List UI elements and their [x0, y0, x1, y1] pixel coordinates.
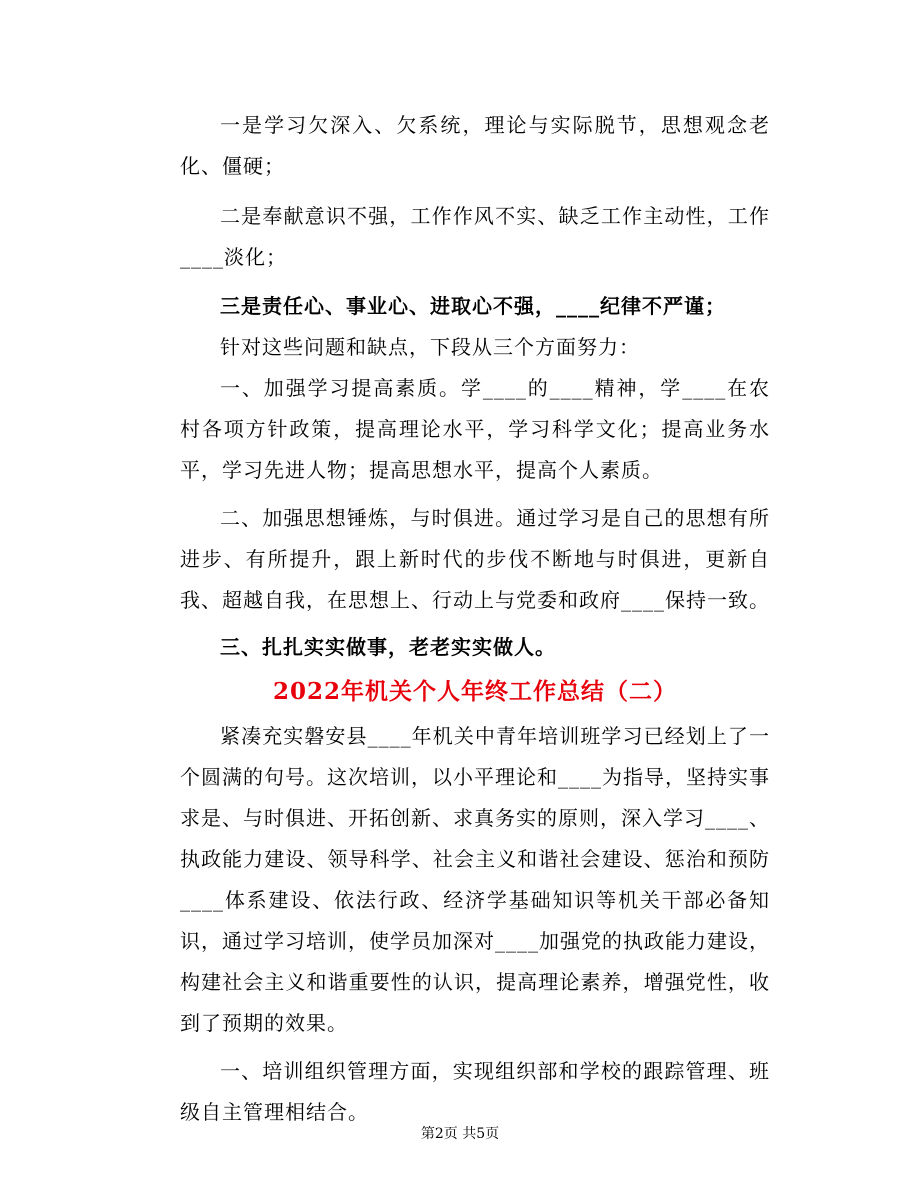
paragraph-effort-2: 二、加强思想锤炼，与时俱进。通过学习是自己的思想有所进步、有所提升，跟上新时代的步伐不断地与时俱进，更新自我、超越自我，在思想上、行动上与党委和政府____保持一致。 — [180, 506, 770, 612]
paragraph-training-management: 一、培训组织管理方面，实现组织部和学校的跟踪管理、班级自主管理相结合。 — [180, 1059, 770, 1124]
document-body — [180, 105, 770, 1133]
paragraph-intro-efforts: 针对这些问题和缺点，下段从三个方面努力： — [220, 335, 640, 359]
section-title: 2022年机关个人年终工作总结（二） — [272, 678, 677, 705]
page-footer: 第2页 共5页 — [420, 1126, 500, 1142]
paragraph-effort-3: 三、扎扎实实做事，老老实实做人。 — [220, 635, 556, 659]
paragraph-problem-2: 二是奉献意识不强，工作作风不实、缺乏工作主动性，工作____淡化； — [180, 204, 770, 269]
paragraph-problem-1: 一是学习欠深入、欠系统，理论与实际脱节，思想观念老化、僵硬； — [180, 113, 770, 178]
paragraph-effort-1: 一、加强学习提高素质。学____的____精神，学____在农村各项方针政策，提高理论水平，学习科学文化；提高业务水平，学习先进人物；提高思想水平，提高个人素质。 — [180, 376, 770, 482]
paragraph-problem-3: 三是责任心、事业心、进取心不强，____纪律不严谨； — [220, 294, 726, 318]
paragraph-training-summary: 紧凑充实磐安县____年机关中青年培训班学习已经划上了一个圆满的句号。这次培训，以小平理论和____为指导，坚持实事求是、与时俱进、开拓创新、求真务实的原则，深入学习____、执政能力建设、领导科学、社会主义和谐社会建设、惩治和预防____体系建设、依法行政、经济学基础知识等机关干部必备知识，通过学习培训，使学员加深对____加强党的执政能力建设，构建社会主义和谐重要性的认识，提高理论素养，增强党性，收到了预期的效果。 — [180, 724, 770, 1035]
